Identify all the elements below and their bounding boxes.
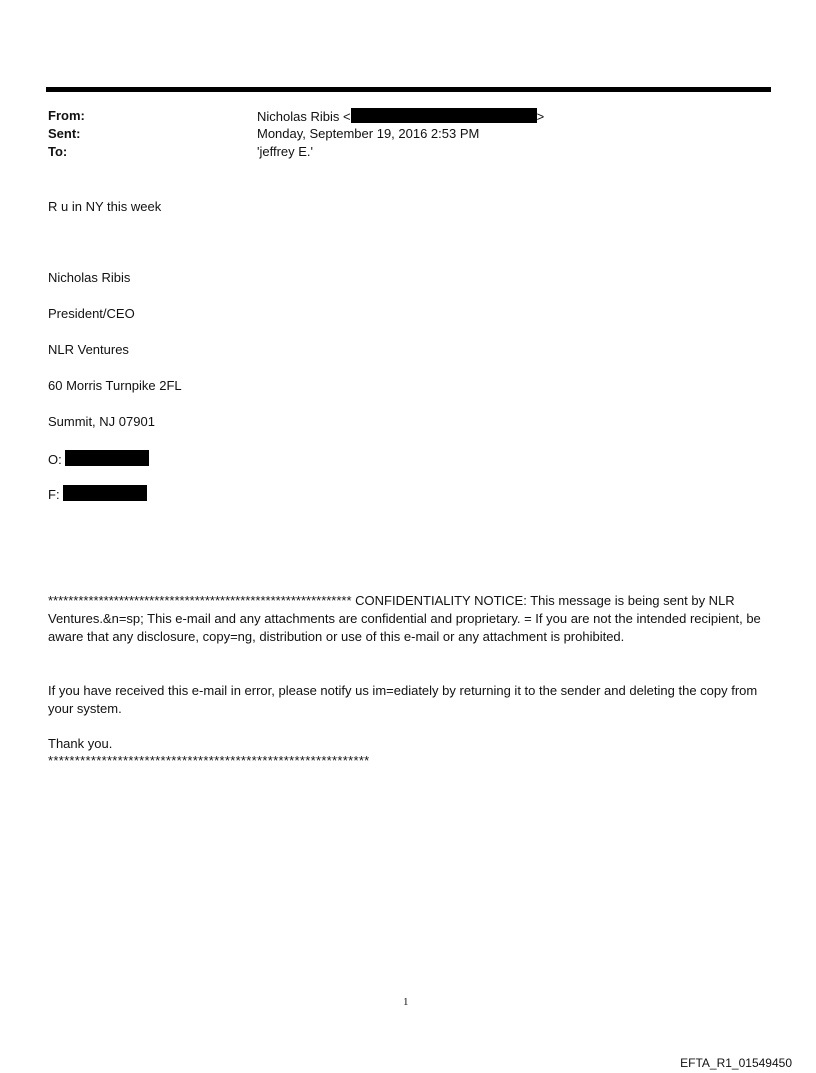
sent-value: Monday, September 19, 2016 2:53 PM <box>257 126 480 141</box>
office-label: O: <box>48 452 62 467</box>
signature-fax <box>48 485 147 503</box>
redaction-box <box>351 108 537 123</box>
from-name: Nicholas Ribis < <box>257 109 351 124</box>
thanks-text: Thank you. <box>48 736 113 751</box>
from-value <box>257 108 544 125</box>
sent-label: Sent: <box>48 126 81 141</box>
header-rule <box>46 87 771 92</box>
signature-name: Nicholas Ribis <box>48 270 131 285</box>
signature-address: 60 Morris Turnpike 2FL <box>48 378 182 393</box>
redaction-box <box>65 450 149 466</box>
signature-office <box>48 450 149 468</box>
page-number: 1 <box>403 996 409 1008</box>
signature-title: President/CEO <box>48 306 135 321</box>
stars-footer: ************************************************************ <box>48 753 370 768</box>
to-value: 'jeffrey E.' <box>257 144 314 159</box>
from-label: From: <box>48 108 85 123</box>
redaction-box <box>63 485 147 501</box>
signature-company: NLR Ventures <box>48 342 129 357</box>
fax-label: F: <box>48 487 60 502</box>
to-label: To: <box>48 144 68 159</box>
from-close: > <box>536 109 545 124</box>
message-text: R u in NY this week <box>48 199 162 214</box>
document-id: EFTA_R1_01549450 <box>680 1056 792 1070</box>
confidentiality-error-notice: If you have received this e-mail in error, please notify us im=ediately by returning it to the sender and deleting the copy from your system. <box>48 683 758 716</box>
signature-city: Summit, NJ 07901 <box>48 414 155 429</box>
confidentiality-notice: ************************************************************ CONFIDENTIALITY NOTICE: This message is being sent by NLR Ventures.&n=sp; This e-mail and any attachments are confidential and proprietary. = If you are not the intended recipient, be aware that any disclosure, copy=ng, distribution or use of this e-mail or any attachment is prohibited. <box>48 593 761 644</box>
